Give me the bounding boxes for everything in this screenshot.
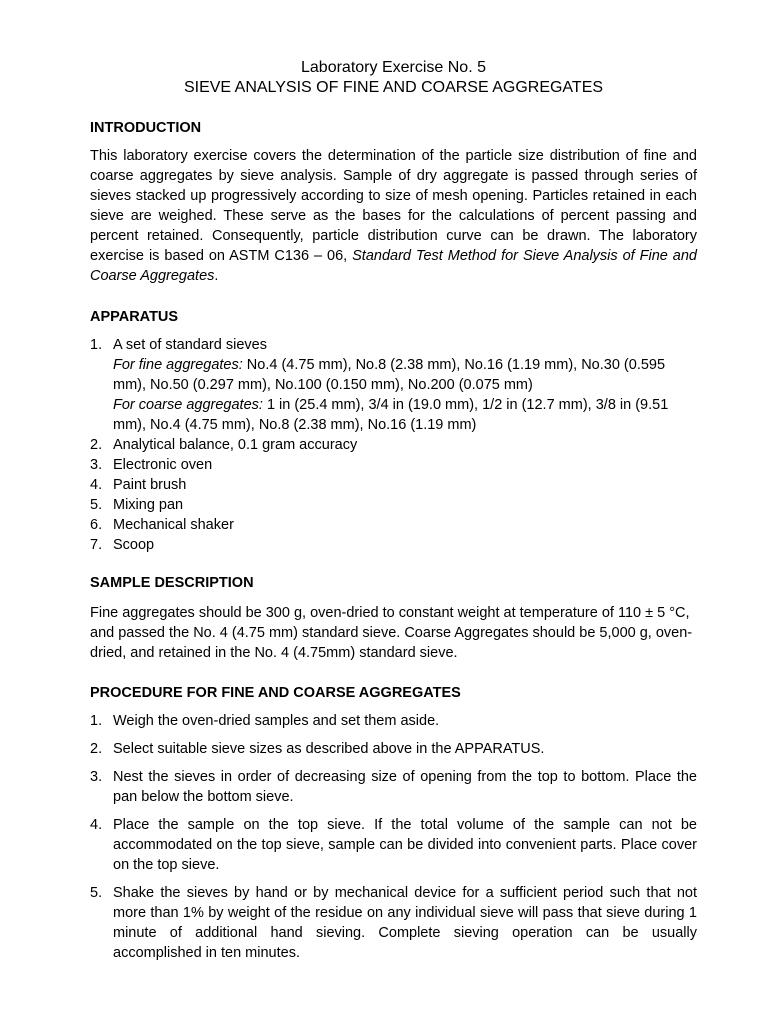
apparatus-item: Scoop (113, 537, 155, 553)
step-text: Weigh the oven-dried samples and set them aside. (113, 713, 440, 729)
astm-standard-title: Standard Test Method for Sieve Analysis of Fine and Coarse Aggregates (90, 248, 697, 284)
step-text: Shake the sieves by hand or by mechanical device for a sufficient period such that not more than 1% by weight of the residue on any individual sieve will pass that sieve during 1 minute of additional hand sieving. Complete sieving operation can be usually accomplished in ten minutes. (113, 885, 697, 961)
step-text: Place the sample on the top sieve. If the total volume of the sample can not be accommodated on the top sieve, sample can be divided into convenient parts. Place cover on the top sieve. (113, 817, 697, 873)
step-number: 5. (90, 885, 103, 901)
procedure-step (90, 767, 697, 807)
introduction-paragraph (90, 146, 697, 286)
procedure-heading: PROCEDURE FOR FINE AND COARSE AGGREGATES (90, 685, 461, 701)
coarse-sieve-text: 1 in (25.4 mm), 3/4 in (19.0 mm), 1/2 in (12.7 mm), 3/8 in (9.51 mm), No.4 (4.75 mm), No.8 (2.38 mm), No.16 (1.19 mm) (113, 397, 669, 433)
list-item (90, 535, 697, 555)
exercise-number: Laboratory Exercise No. 5 (301, 59, 486, 76)
fine-sieve-text: No.4 (4.75 mm), No.8 (2.38 mm), No.16 (1.19 mm), No.30 (0.595 mm), No.50 (0.297 mm), No.100 (0.150 mm), No.200 (0.075 mm) (113, 357, 666, 393)
step-number: 2. (90, 741, 103, 757)
document-page (90, 58, 697, 971)
list-number: 1. (90, 337, 103, 353)
apparatus-heading: APPARATUS (90, 309, 179, 325)
procedure-step (90, 739, 697, 759)
list-number: 4. (90, 477, 103, 493)
sample-description-heading: SAMPLE DESCRIPTION (90, 575, 254, 591)
list-item (90, 435, 697, 455)
apparatus-item-label: A set of standard sieves (113, 337, 267, 353)
sample-description-text: Fine aggregates should be 300 g, oven-dried to constant weight at temperature of 110 ± 5 °C, and passed the No. 4 (4.75 mm) standard sieve. Coarse Aggregates should be 5,000 g, oven-dried, and retained in the No. 4 (4.75mm) standard sieve. (90, 605, 693, 661)
step-number: 4. (90, 817, 103, 833)
procedure-step (90, 711, 697, 731)
coarse-sieve-sizes (113, 395, 697, 435)
list-number: 2. (90, 437, 103, 453)
procedure-list (90, 711, 697, 963)
fine-sieve-sizes (113, 355, 697, 395)
fine-sieve-label: For fine aggregates: (113, 357, 243, 373)
apparatus-item: Mixing pan (113, 497, 184, 513)
apparatus-item: Paint brush (113, 477, 187, 493)
list-number: 7. (90, 537, 103, 553)
exercise-title: SIEVE ANALYSIS OF FINE AND COARSE AGGREGATES (183, 79, 604, 96)
list-number: 6. (90, 517, 103, 533)
introduction-text: This laboratory exercise covers the determination of the particle size distribution of fine and coarse aggregates by sieve analysis. Sample of dry aggregate is passed through series of sieves stacked up progressively according to size of mesh opening. Particles retained in each sieve are weighed. These serve as the bases for the calculations of percent passing and percent retained. Consequently, particle distribution curve can be drawn. The laboratory exercise is based on ASTM C136 – 06, (90, 148, 697, 264)
list-item (90, 455, 697, 475)
step-number: 3. (90, 769, 103, 785)
introduction-period: . (214, 268, 219, 284)
introduction-heading: INTRODUCTION (90, 120, 202, 136)
list-item (90, 495, 697, 515)
apparatus-item: Electronic oven (113, 457, 213, 473)
coarse-sieve-label: For coarse aggregates: (113, 397, 263, 413)
apparatus-item: Mechanical shaker (113, 517, 234, 533)
list-item (90, 475, 697, 495)
procedure-step (90, 883, 697, 963)
step-text: Nest the sieves in order of decreasing size of opening from the top to bottom. Place the pan below the bottom sieve. (113, 769, 697, 805)
list-item (90, 335, 697, 435)
step-number: 1. (90, 713, 103, 729)
list-number: 5. (90, 497, 103, 513)
list-item (90, 515, 697, 535)
apparatus-list (90, 335, 697, 555)
procedure-step (90, 815, 697, 875)
step-text: Select suitable sieve sizes as described above in the APPARATUS. (113, 741, 545, 757)
list-number: 3. (90, 457, 103, 473)
apparatus-item: Analytical balance, 0.1 gram accuracy (113, 437, 358, 453)
